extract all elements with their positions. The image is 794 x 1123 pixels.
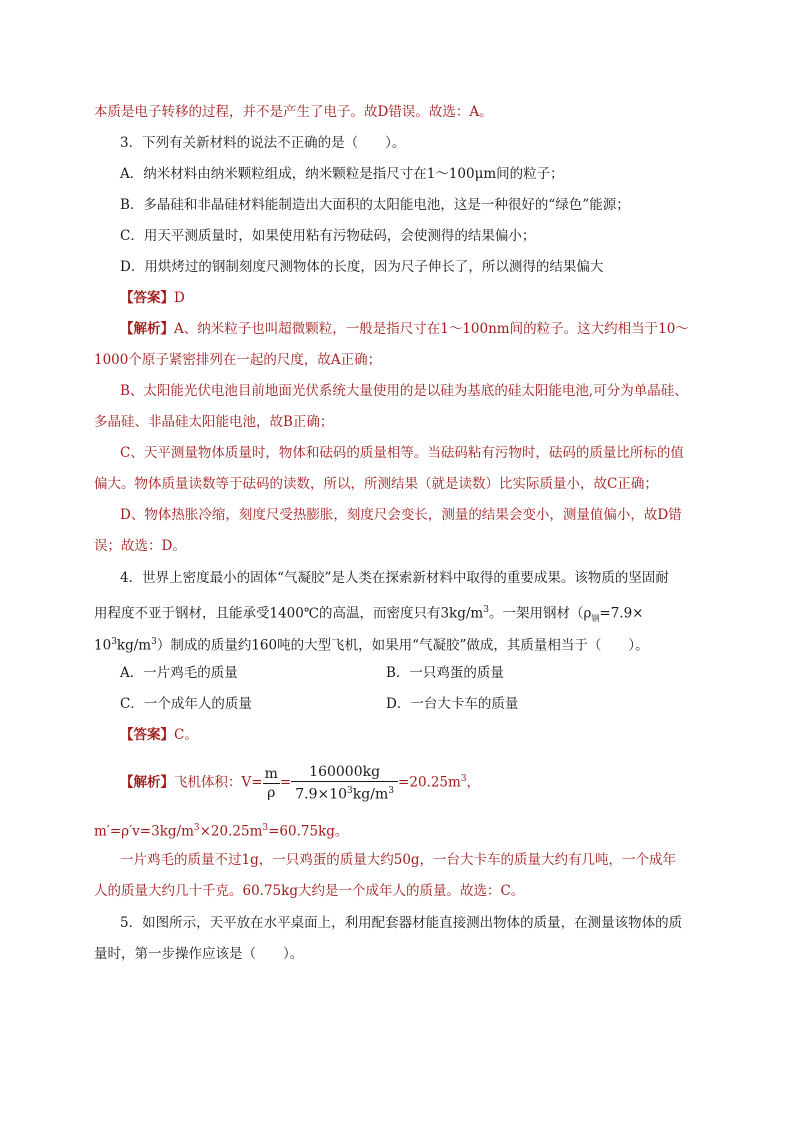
question-3: 3．下列有关新材料的说法不正确的是（ ）。: [120, 135, 406, 151]
option-b: B．多晶硅和非晶硅材料能制造出大面积的太阳能电池，这是一种很好的“绿色”能源；: [120, 197, 630, 213]
option-c: C．用天平测质量时，如果使用粘有污物砝码，会使测得的结果偏小；: [120, 228, 536, 244]
question-5-line: 量时，第一步操作应该是（ ）。: [94, 946, 304, 962]
answer-tag: 【答案】: [120, 290, 174, 306]
explanation-3: [120, 319, 689, 339]
question-4-line: 用程度不亚于钢材，且能承受1400℃的高温，而密度只有$3kg/m^3$。一架用钢材（$\rho_钢=7.9\times$: [94, 605, 644, 624]
question-4-line: $10^3kg/m^3$）制成的质量约160吨的大型飞机，如果用“气凝胶”做成，其质量相当于（ ）。: [94, 637, 649, 654]
explanation-line: $m'=\rho'v=3kg/m^3\times 20.25m^3=60.75kg$。: [94, 823, 349, 840]
option-a: A．纳米材料由纳米颗粒组成，纳米颗粒是指尺寸在1～100μm间的粒子；: [120, 166, 564, 182]
explanation-line: 1000个原子紧密排列在一起的尺度，故A正确；: [94, 352, 382, 368]
explanation-tag: 【解析】: [120, 774, 174, 791]
option-b: B．一只鸡蛋的质量: [386, 665, 504, 681]
text-line: 本质是电子转移的过程，并不是产生了电子。故D错误。故选：A。: [94, 104, 493, 120]
fraction-mass-over-density: $\frac{160000kg}{7.9\times 10^3kg/m^3}$: [291, 763, 398, 804]
explanation-text: A、纳米粒子也叫超微颗粒，一般是指尺寸在1～100nm间的粒子。这大约相当于10～: [174, 321, 689, 337]
answer-tag: 【答案】: [120, 727, 174, 743]
fraction-m-over-rho: $\frac{m}{\rho}$: [264, 765, 278, 801]
explanation-line: 多晶硅、非晶硅太阳能电池，故B正确；: [94, 414, 334, 430]
explanation-line: D、物体热胀冷缩，刻度尺受热膨胀，刻度尺会变长，测量的结果会变小，测量值偏小，故D错: [120, 507, 682, 523]
explanation-line: 误；故选：D。: [94, 538, 186, 554]
answer-value: D: [174, 290, 185, 306]
option-c: C．一个成年人的质量: [120, 696, 252, 712]
explanation-4-formula: 【解析】飞机体积：V= $\frac{m}{\rho}$ = $\frac{160000kg}{7.9\times 10^3kg/m^3}$ $=20.25m^3$，: [120, 763, 481, 803]
option-a: A．一片鸡毛的质量: [120, 665, 238, 681]
explanation-line: 一片鸡毛的质量不过1g，一只鸡蛋的质量大约50g，一台大卡车的质量大约有几吨，一个成年: [120, 852, 677, 868]
explanation-line: C、天平测量物体质量时，物体和砝码的质量相等。当砝码粘有污物时，砝码的质量比所标的值: [120, 445, 684, 461]
answer-value: C。: [174, 727, 198, 743]
explanation-line: B、太阳能光伏电池目前地面光伏系统大量使用的是以硅为基底的硅太阳能电池,可分为单晶硅、: [120, 383, 688, 399]
answer-3: [120, 288, 185, 308]
question-4: 4．世界上密度最小的固体“气凝胶”是人类在探索新材料中取得的重要成果。该物质的坚固耐: [120, 570, 669, 586]
option-d: D．一台大卡车的质量: [386, 696, 519, 712]
question-5: 5．如图所示，天平放在水平桌面上，利用配套器材能直接测出物体的质量，在测量该物体的质: [120, 915, 683, 931]
explanation-line: 偏大。物体质量读数等于砝码的读数，所以，所测结果（就是读数）比实际质量小，故C正确；: [94, 476, 658, 492]
option-d: D．用烘烤过的钢制刻度尺测物体的长度，因为尺子伸长了，所以测得的结果偏大: [120, 259, 604, 275]
explanation-tag: 【解析】: [120, 321, 174, 337]
answer-4: [120, 725, 198, 745]
explanation-line: 人的质量大约几十千克。60.75kg大约是一个成年人的质量。故选：C。: [94, 883, 525, 899]
